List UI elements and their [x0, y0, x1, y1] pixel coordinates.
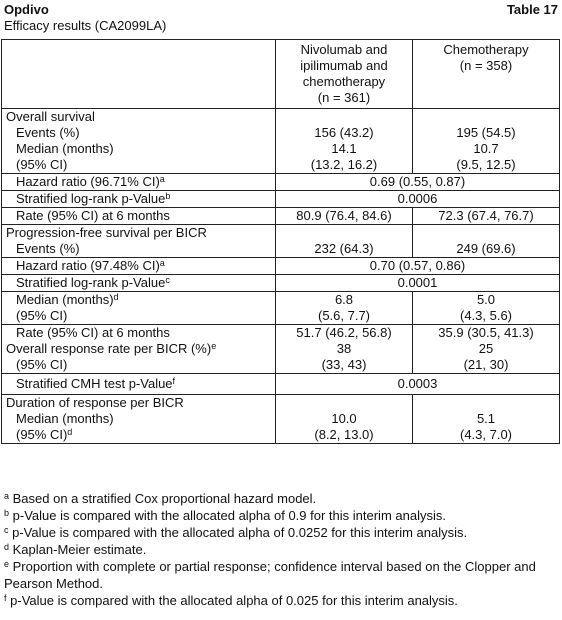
- footnote: [4, 524, 558, 541]
- value-cell: 156 (43.2): [276, 125, 413, 141]
- row-label-text: Hazard ratio (96.71% CI): [16, 174, 160, 189]
- footnote-ref: a: [159, 174, 165, 184]
- row-label: Events (%): [2, 241, 276, 258]
- row-label: (95% CI): [2, 157, 276, 174]
- row-label-text: Hazard ratio (97.48% CI): [16, 258, 160, 273]
- value-cell: (13.2, 16.2): [276, 157, 413, 174]
- section-row-pfs: [2, 225, 560, 242]
- footnote-ref: b: [165, 191, 171, 201]
- value-cell: 6.8: [276, 292, 413, 309]
- footnote-ref: c: [165, 275, 170, 285]
- footnote-ref: d: [67, 427, 73, 437]
- row-label: Rate (95% CI) at 6 months: [2, 208, 276, 225]
- value-cell: 25: [413, 341, 560, 357]
- column-header-line: chemotherapy: [302, 74, 386, 89]
- merged-value-cell: 0.0003: [276, 374, 560, 395]
- footnote: [4, 507, 558, 524]
- value-cell: 51.7 (46.2, 56.8): [276, 325, 413, 342]
- value-cell: 5.0: [413, 292, 560, 309]
- column-header-row: [2, 40, 560, 109]
- row-label: Median (months): [2, 411, 276, 427]
- row-label-text: Stratified log-rank p-Value: [16, 191, 166, 206]
- merged-value-cell: 0.70 (0.57, 0.86): [276, 258, 560, 275]
- footnote-ref: e: [211, 341, 217, 351]
- value-cell: (9.5, 12.5): [413, 157, 560, 174]
- value-cell: 249 (69.6): [413, 241, 560, 258]
- value-cell: 14.1: [276, 141, 413, 157]
- table-cell: [276, 395, 413, 412]
- footnote-text: p-Value is compared with the allocated alpha of 0.0252 for this interim analysis.: [12, 525, 468, 540]
- footnote-text: Kaplan-Meier estimate.: [12, 542, 147, 557]
- table-row: [2, 191, 560, 208]
- row-label: Events (%): [2, 125, 276, 141]
- table-row: [2, 157, 560, 174]
- row-label-text: Stratified CMH test p-Value: [16, 376, 173, 391]
- value-cell: (8.2, 13.0): [276, 427, 413, 444]
- footnote-text: p-Value is compared with the allocated alpha of 0.025 for this interim analysis.: [10, 593, 458, 608]
- value-cell: 195 (54.5): [413, 125, 560, 141]
- table-subtitle: Efficacy results (CA2099LA): [4, 18, 167, 33]
- column-header-chemotherapy: [413, 40, 560, 109]
- table-row: [2, 427, 560, 444]
- section-title: [2, 341, 276, 357]
- value-cell: 10.0: [276, 411, 413, 427]
- table-cell: [413, 395, 560, 412]
- table-row: [2, 374, 560, 395]
- footnote-mark: a: [4, 491, 10, 501]
- table-cell: [276, 109, 413, 126]
- row-label: [2, 258, 276, 275]
- section-title: Overall survival: [2, 109, 276, 126]
- table-row: [2, 357, 560, 374]
- row-label: Rate (95% CI) at 6 months: [2, 325, 276, 342]
- section-row-overall-survival: [2, 109, 560, 126]
- row-label: [2, 427, 276, 444]
- footnote-mark: f: [4, 593, 7, 603]
- footnote-mark: e: [4, 559, 10, 569]
- footnote-text: p-Value is compared with the allocated alpha of 0.9 for this interim analysis.: [12, 508, 446, 523]
- table-row: [2, 325, 560, 342]
- value-cell: (5.6, 7.7): [276, 308, 413, 325]
- column-header-line: Chemotherapy: [443, 42, 529, 57]
- row-label: [2, 174, 276, 191]
- row-label: (95% CI): [2, 308, 276, 325]
- merged-value-cell: 0.0006: [276, 191, 560, 208]
- table-row: [2, 141, 560, 157]
- footnote-ref: d: [113, 292, 119, 302]
- table-row: [2, 241, 560, 258]
- table-row: [2, 308, 560, 325]
- table-header: [4, 2, 558, 38]
- section-title: Progression-free survival per BICR: [2, 225, 276, 242]
- value-cell: 5.1: [413, 411, 560, 427]
- section-row-dor: [2, 395, 560, 412]
- merged-value-cell: 0.0001: [276, 275, 560, 292]
- table-row: [2, 208, 560, 225]
- efficacy-table: [1, 39, 560, 444]
- row-label-text: (95% CI): [16, 427, 68, 442]
- row-label: (95% CI): [2, 357, 276, 374]
- row-label-text: Stratified log-rank p-Value: [16, 275, 166, 290]
- table-number: Table 17: [506, 2, 558, 17]
- column-header-line: (n = 358): [459, 58, 513, 73]
- value-cell: (4.3, 5.6): [413, 308, 560, 325]
- section-row-orr: [2, 341, 560, 357]
- footnotes: [4, 490, 558, 609]
- footnote: [4, 541, 558, 558]
- row-label: [2, 292, 276, 309]
- row-label: [2, 374, 276, 395]
- value-cell: 232 (64.3): [276, 241, 413, 258]
- table-row: [2, 411, 560, 427]
- column-header-combination: [276, 40, 413, 109]
- row-label: Median (months): [2, 141, 276, 157]
- table-row: [2, 125, 560, 141]
- footnote-text: Proportion with complete or partial response; confidence interval based on the Clopper and Pearson Method.: [4, 559, 536, 591]
- section-title: Duration of response per BICR: [2, 395, 276, 412]
- value-cell: 80.9 (76.4, 84.6): [276, 208, 413, 225]
- value-cell: 10.7: [413, 141, 560, 157]
- table-row: [2, 174, 560, 191]
- footnote-mark: b: [4, 508, 10, 518]
- footnote-ref: a: [159, 258, 165, 268]
- row-label: [2, 275, 276, 292]
- merged-value-cell: 0.69 (0.55, 0.87): [276, 174, 560, 191]
- footnote-mark: d: [4, 542, 10, 552]
- footnote-mark: c: [4, 525, 9, 535]
- value-cell: (4.3, 7.0): [413, 427, 560, 444]
- row-label: [2, 191, 276, 208]
- row-label-text: Median (months): [16, 292, 114, 307]
- table-cell: [276, 225, 413, 242]
- header-blank-cell: [2, 40, 276, 109]
- value-cell: (21, 30): [413, 357, 560, 374]
- footnote: [4, 558, 558, 592]
- table-cell: [413, 225, 560, 242]
- brand-name: Opdivo: [4, 2, 49, 17]
- column-header-line: ipilimumab and: [300, 58, 388, 73]
- table-row: [2, 292, 560, 309]
- value-cell: 38: [276, 341, 413, 357]
- section-title-text: Overall response rate per BICR (%): [6, 341, 212, 356]
- value-cell: 72.3 (67.4, 76.7): [413, 208, 560, 225]
- value-cell: 35.9 (30.5, 41.3): [413, 325, 560, 342]
- footnote: [4, 592, 558, 609]
- footnote-ref: f: [172, 376, 176, 386]
- table-row: [2, 275, 560, 292]
- footnote: [4, 490, 558, 507]
- value-cell: (33, 43): [276, 357, 413, 374]
- column-header-line: Nivolumab and: [300, 42, 388, 57]
- column-header-line: (n = 361): [317, 90, 371, 105]
- table-cell: [413, 109, 560, 126]
- footnote-text: Based on a stratified Cox proportional hazard model.: [12, 491, 317, 506]
- table-row: [2, 258, 560, 275]
